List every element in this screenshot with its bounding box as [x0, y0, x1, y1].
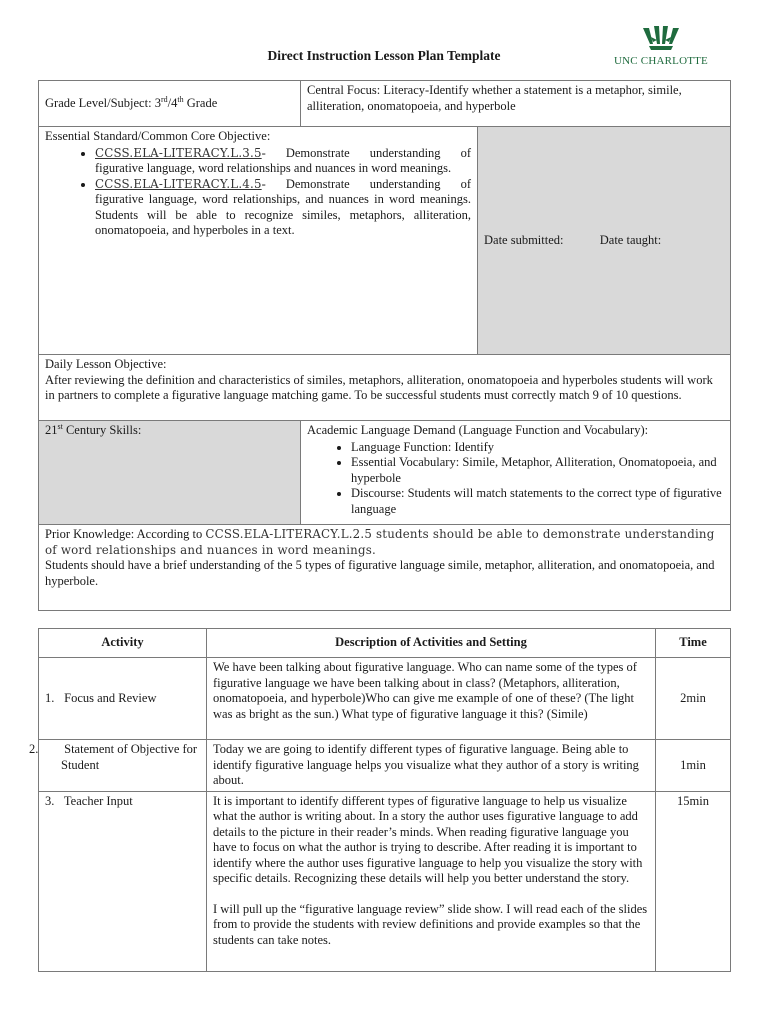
- activity-number: 3.: [45, 793, 55, 808]
- central-focus-text: Central Focus: Literacy-Identify whether a statement is a metaphor, simile, alliteration, onomatopoeia, and hyperbole: [307, 83, 682, 113]
- table-row: [39, 740, 731, 792]
- daily-objective-heading: Daily Lesson Objective:: [45, 357, 167, 371]
- activity-description: It is important to identify different types of figurative language to help us visualize what the author is writing about. In a story the author uses figurative language to add details to the picture in their reader’s minds. When reading figurative language you have to focus on what the author is trying to describe. After reading it is important to identify where the author uses figurative language to help you visualize the story with specific details. Recognizing these details will help you better understand the story.: [213, 793, 643, 885]
- prior-knowledge-line1: [45, 527, 724, 558]
- date-taught-label: Date taught:: [599, 232, 662, 247]
- activity-name-cell: [39, 791, 207, 971]
- activity-description-cell: [207, 791, 656, 971]
- academic-language-cell: [301, 421, 731, 525]
- description-header: Description of Activities and Setting: [207, 629, 656, 658]
- standard-link-l45[interactable]: CCSS.ELA-LITERACY.L.4.5: [95, 176, 262, 191]
- unc-charlotte-logo: [606, 24, 716, 72]
- skills-prefix: 21: [45, 423, 58, 437]
- activity-name: Focus and Review: [64, 690, 157, 705]
- grade-sup-1: rd: [160, 94, 168, 104]
- activity-name: Statement of Objective for Student: [61, 742, 198, 772]
- standard-cell: [39, 127, 478, 355]
- grade-number-1: 3: [154, 95, 161, 110]
- table-row: [39, 791, 731, 971]
- dates-cell: [478, 127, 731, 355]
- century-skills-cell: [39, 421, 301, 525]
- activity-description-2: I will pull up the “figurative language review” slide show. I will read each of the slides from to provide the students with review definitions and provide examples so that the students can take notes.: [213, 901, 648, 947]
- activity-name-cell: [29, 740, 207, 792]
- prior-standard-code: CCSS.ELA-LITERACY.L.2.5: [205, 527, 373, 541]
- skills-sup: st: [57, 421, 63, 431]
- prior-knowledge-line2: Students should have a brief understanding of the 5 types of figurative language simile, metaphor, alliteration, and onomatopoeia, and hyperbole.: [45, 558, 715, 588]
- daily-objective-text: After reviewing the definition and characteristics of similes, metaphors, alliteration, onomatopoeia and hyperboles students will work in partners to complete a figurative language matching game. To be successful students must correctly match 9 of 10 questions.: [45, 372, 713, 402]
- activity-number: 1.: [45, 690, 55, 705]
- academic-item: • Language Function: Identify: [351, 440, 724, 456]
- grade-label: Grade Level/Subject:: [45, 95, 152, 110]
- prior-lead: Prior Knowledge: According to: [45, 527, 206, 541]
- academic-item: • Essential Vocabulary: Simile, Metaphor, Alliteration, Onomatopoeia, and hyperbole: [351, 455, 724, 486]
- activity-time: 15min: [656, 791, 731, 971]
- skills-label: Century Skills:: [62, 423, 142, 437]
- standard-text-2: - Demonstrate understanding of figurative language, word relationships, and nuances in word meanings. Students will be able to recognize similes, metaphors, alliteration, onomatopoeia, and hyperboles in a text.: [95, 176, 471, 237]
- academic-item: • Discourse: Students will match statements to the correct type of figurative language: [351, 486, 724, 517]
- document-title: Direct Instruction Lesson Plan Template: [267, 48, 501, 63]
- standard-link-l35[interactable]: CCSS.ELA-LITERACY.L.3.5: [95, 145, 262, 160]
- activity-number: 2.: [29, 742, 39, 756]
- standard-item: [95, 146, 471, 177]
- grade-sup-2: th: [177, 94, 184, 104]
- grade-separator: /4: [167, 95, 178, 110]
- central-focus-cell: [301, 81, 731, 127]
- logo-text: UNC CHARLOTTE: [614, 55, 708, 67]
- standard-item: [95, 177, 471, 239]
- activity-time: 1min: [656, 740, 731, 792]
- academic-heading: Academic Language Demand (Language Function and Vocabulary):: [307, 423, 649, 437]
- crown-logo-icon: [639, 24, 683, 54]
- activity-description: Today we are going to identify different types of figurative language. Being able to identify figurative language helps you visualize what they author of a story is writing about.: [207, 740, 656, 792]
- daily-objective-cell: [39, 355, 731, 421]
- activity-description: We have been talking about figurative language. Who can name some of the types of figurative language we have been talking about in class? (Metaphors, alliteration, onomatopoeia, and hyperbole)Who can give me example of one of these? (The light was as bright as the sun.) What type of figurative language it this? (Simile): [207, 658, 656, 740]
- date-submitted-label: Date submitted:: [484, 232, 564, 247]
- activity-name-cell: [39, 658, 207, 740]
- grade-level-cell: [39, 81, 301, 127]
- activity-header: Activity: [39, 629, 207, 658]
- standard-heading: Essential Standard/Common Core Objective:: [45, 129, 271, 143]
- lesson-info-table: [38, 80, 731, 611]
- time-header: Time: [656, 629, 731, 658]
- activity-name: Teacher Input: [63, 793, 133, 808]
- standard-text-1: - Demonstrate understanding of figurative language, word relationships and nuances in word meanings.: [95, 145, 471, 175]
- activities-table: [29, 628, 731, 972]
- table-row: [39, 658, 731, 740]
- grade-rest: Grade: [183, 95, 218, 110]
- prior-tail: students should be able to demonstrate understanding of word relationships and nuances in word meanings.: [45, 527, 715, 557]
- prior-knowledge-cell: [39, 525, 731, 611]
- activity-time: 2min: [656, 658, 731, 740]
